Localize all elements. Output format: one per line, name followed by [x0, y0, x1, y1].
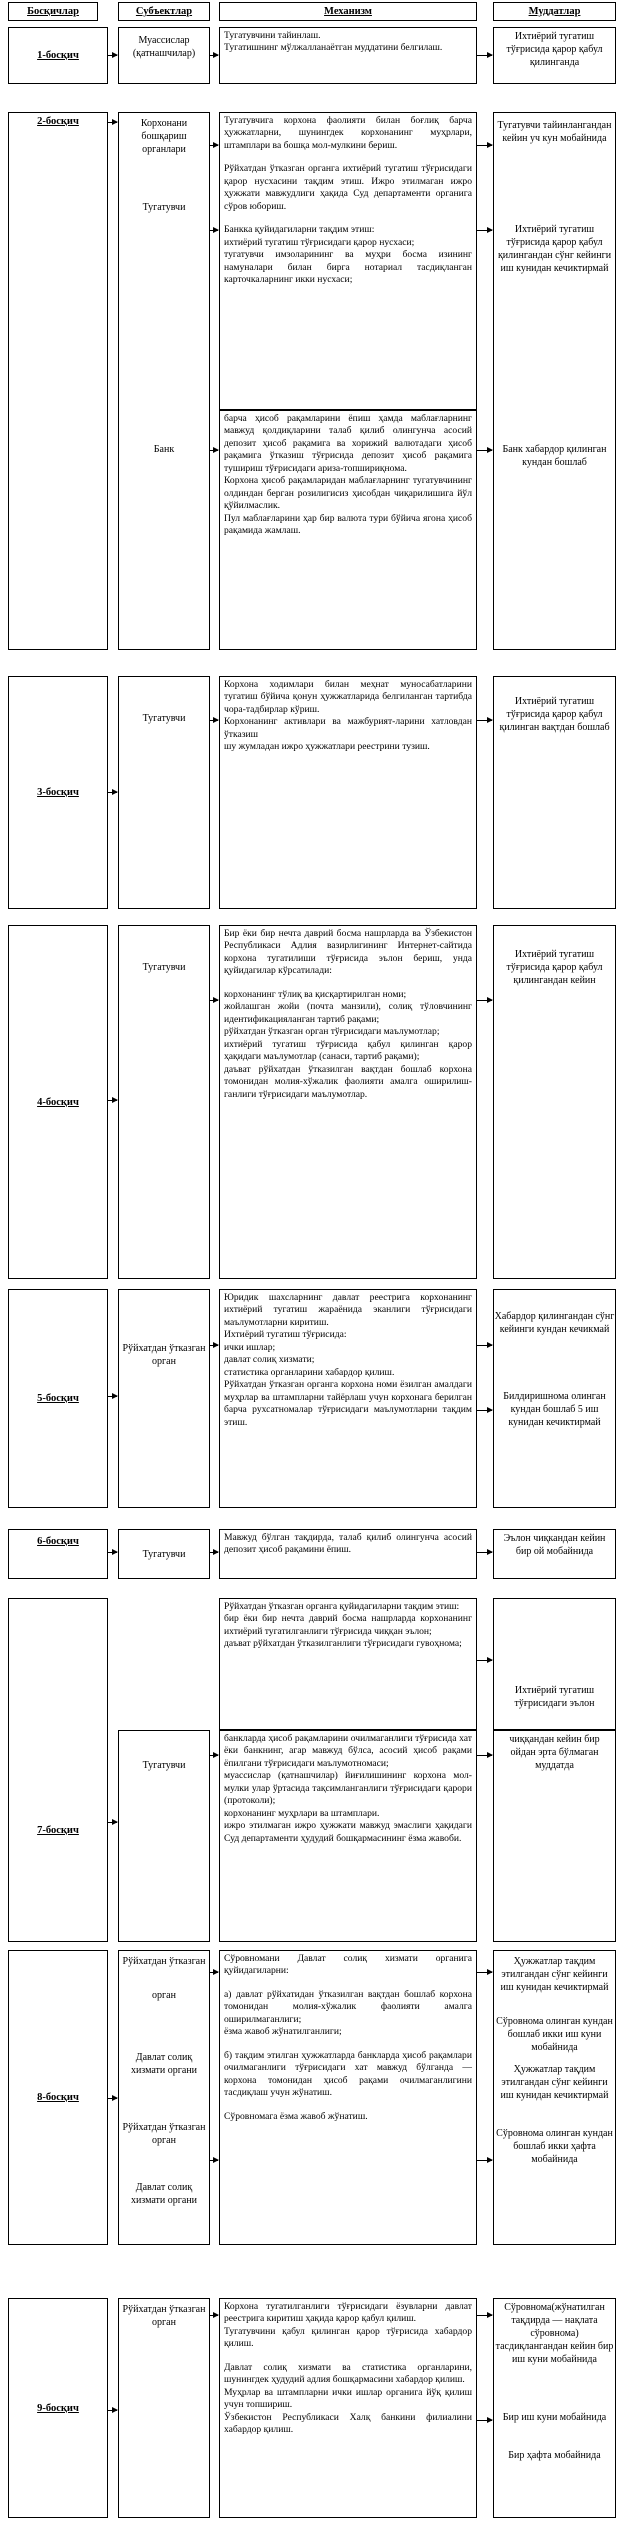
stage-7-mechanism-a [219, 1598, 477, 1730]
stage-8-duration-c: Ҳужжатлар тақдим этилгандан сўнг кейинги иш кунидан кечиктирмай [500, 2064, 609, 2101]
arrow-right-icon [477, 230, 492, 231]
stage-8-subject-organ: орган [152, 1990, 176, 2001]
mech-line: Тугатувчини қабул қилинган қарор тўғрисида хабардор қилиш. [224, 2325, 472, 2350]
mech-line: банкларда ҳисоб рақамларини очилмаганлиги тўғрисида хат ёки банкнинг, агар мавжуд бўлса, асосий ҳисоб рақами ёпилгани тўғрисидаги маълумотномаси; [224, 1733, 472, 1769]
mech-line: ёзма жавоб жўнатилганлиги; [224, 2026, 342, 2038]
stage-9-label: 9-босқич [8, 2298, 108, 2518]
mech-line: Бир ёки бир нечта даврий босма нашрларда ва Ўзбекистон Республикаси Адлия вазирлигининг Интернет-сайтида корхона тугатилиши тўғрисида эълон бериш, унда қуйидагилар кўрсатилади: [224, 928, 472, 977]
stage-1-subject: Муассислар (қатнашчилар) [118, 27, 210, 84]
arrow-right-icon [210, 1345, 218, 1346]
mech-line: жойлашган жойи (почта манзили), солиқ тўловчининг идентификацияланган тартиб рақами; [224, 1001, 472, 1025]
mech-line: корхонанинг муҳрлари ва штамплари. [224, 1807, 380, 1819]
mech-line: Корхона ходимлари билан меҳнат муносабатларини тугатиш бўйича қонун ҳужжатларида белгиланган тартибда чора-тадбирлар кўриш. [224, 679, 472, 715]
mech-line: ижро этилмаган ижро ҳужжати мавжуд эмаслиги ҳақидаги Суд департаменти ҳудудий бошқармасининг ёзма жавоби. [224, 1820, 472, 1844]
mech-line: барча ҳисоб рақамларини ёпиш ҳамда маблағларнинг мавжуд қолдиқларини талаб қилиб олингунча асосий депозит ҳисоб рақамига ва хорижий валютадаги ҳисоб рақамига ўтказиш тўғрисида депозит ҳисоб рақамига тушириш тўғрисидаги ариза-топшириқнома. [224, 413, 472, 474]
stage-2-mechanism-a [219, 112, 477, 410]
stage-4-subject: Тугатувчи [118, 925, 210, 1279]
arrow-right-icon [108, 1552, 117, 1553]
mech-line: даъват рўйхатдан ўтказилганлиги тўғрисидаги гувоҳнома; [224, 1638, 462, 1650]
stage-9-mechanism [219, 2298, 477, 2518]
mech-line [224, 2100, 472, 2111]
mech-line: а) давлат рўйхатидан ўтказилган вақтдан бошлаб корхона томонидан молия-хўжалик фаолияти амалга оширилмаганлиги; [224, 1988, 472, 2025]
arrow-right-icon [108, 2410, 117, 2411]
stage-8-subject-tax: Давлат солиқ хизмати органи [130, 2052, 198, 2076]
stage-7-mechanism-b [219, 1730, 477, 1942]
stage-7-duration-b: чиққандан кейин бир ойдан эрта бўлмаган муддатда [493, 1730, 616, 1942]
mech-line: статистика органларини хабардор қилиш. [224, 1366, 395, 1378]
arrow-right-icon [108, 122, 117, 123]
stage-6-duration: Эълон чиқкандан кейин бир ой мобайнида [493, 1529, 616, 1579]
stage-2-subject-management: Корхонани бошқариш органлари [140, 118, 188, 155]
mech-line: муассислар (қатнашчилар) йиғилишининг корхона мол-мулки улар ўртасида тақсимланганлиги тўғрисидаги қарори (протоколи); [224, 1770, 472, 1807]
stage-9-durations [493, 2298, 616, 2518]
arrow-right-icon [477, 145, 492, 146]
arrow-right-icon [477, 2160, 492, 2161]
stage-6-subject: Тугатувчи [118, 1529, 210, 1579]
mech-line: ихтиёрий тугатиш тўғрисида қабул қилинган қарор ҳақидаги маълумотлар (санаси, тартиб рақами); [224, 1038, 472, 1063]
stage-5-duration-b: Билдиришнома олинган кундан бошлаб 5 иш кунидан кечиктирмай [503, 1391, 606, 1428]
mech-line [224, 152, 472, 163]
arrow-right-icon [108, 55, 117, 56]
arrow-right-icon [108, 1100, 117, 1101]
stage-9-duration-b: Бир иш куни мобайнида [502, 2412, 607, 2423]
stage-8-subjects [118, 1950, 210, 2245]
header-subject: Субъектлар [118, 2, 210, 21]
mech-line: Тугатувчига корхона фаолияти билан боғлиқ барча ҳужжатларни, шунингдек корхонанинг муҳрлари, штамплари ва бошқа мол-мулкини бериш. [224, 115, 472, 151]
arrow-right-icon [477, 450, 492, 451]
arrow-right-icon [210, 2315, 218, 2316]
stage-6-mechanism [219, 1529, 477, 1579]
mech-line: Тугатишнинг мўлжалланаётган муддатини белгилаш. [224, 42, 443, 54]
mech-line [224, 978, 472, 989]
mech-line: давлат солиқ хизмати; [224, 1354, 315, 1366]
mech-line: Давлат солиқ хизмати ва статистика органларини, шунингдек ҳудудий адлия бошқармасини хабардор қилиш. [224, 2361, 472, 2386]
mech-line: Сўровномани Давлат солиқ хизмати органига қуйидагиларни: [224, 1953, 472, 1977]
stage-2-duration-c: Банк хабардор қилинган кундан бошлаб [502, 444, 607, 468]
arrow-right-icon [210, 145, 218, 146]
stage-4-duration: Ихтиёрий тугатиш тўғрисида қарор қабул қилингандан кейин [493, 925, 616, 1279]
stage-3-label: 3-босқич [8, 676, 108, 909]
stage-8-label: 8-босқич [8, 1950, 108, 2245]
mech-line: ички ишлар; [224, 1341, 276, 1353]
mech-line: Ихтиёрий тугатиш тўғрисида: [224, 1329, 347, 1341]
arrow-right-icon [477, 1345, 492, 1346]
arrow-right-icon [477, 1972, 492, 1973]
stage-9-duration-c: Бир ҳафта мобайнида [508, 2450, 601, 2461]
mech-line: Муҳрлар ва штампларни ички ишлар органига йўқ қилиш учун топшириш. [224, 2386, 472, 2411]
mech-line: бир ёки бир нечта даврий босма нашрларда корхонанинг ихтиёрий тугатилганлиги тўғрисида чиққан эълон; [224, 1613, 472, 1637]
arrow-right-icon [210, 1552, 218, 1553]
stage-8-subject-tax-2: Давлат солиқ хизмати органи [130, 2182, 198, 2206]
mech-line: б) тақдим этилган ҳужжатларда банкларда ҳисоб рақамлари очилмаганлиги тўғрисидаги хат мавжуд бўлганда — корхона томонидан ҳисоб рақами очилмаганлигини тасдиқлаш учун жўнатиш. [224, 2049, 472, 2099]
arrow-right-icon [210, 1972, 218, 1973]
arrow-right-icon [477, 1660, 492, 1661]
mech-line: Тугатувчини тайинлаш. [224, 30, 321, 41]
stage-1-label: 1-босқич [8, 27, 108, 84]
mech-line [224, 2351, 472, 2362]
stage-5-duration-a: Хабардор қилингандан сўнг кейинги кундан кечикмай [494, 1311, 615, 1335]
stage-8-duration-a: Ҳужжатлар тақдим этилгандан сўнг кейинги иш кунидан кечиктирмай [500, 1956, 609, 1993]
stage-5-mechanism [219, 1289, 477, 1508]
mech-line: рўйхатдан ўтказган орган тўғрисидаги маълумотлар; [224, 1026, 440, 1038]
stage-4-label: 4-босқич [8, 925, 108, 1279]
mech-line: Корхона ҳисоб рақамларидан маблағларнинг тугатувчининг олдиндан берган розилигисиз ҳисобдан чиқарилишига йўл қўйилмаслик. [224, 475, 472, 512]
arrow-right-icon [108, 1396, 117, 1397]
mech-line: корхонанинг тўлиқ ва қисқартирилган номи; [224, 988, 407, 1000]
mech-line: даъват рўйхатдан ўтказилган вақтдан бошлаб корхона томонидан молия-хўжалик фаолияти амалга оширилиш-ганлиги тўғрисидаги маълумотлар. [224, 1063, 472, 1100]
mech-line: Юридик шахсларнинг давлат реестрига корхонанинг ихтиёрий тугатиш жараёнида эканлиги тўғрисидаги маълумотларни киритиш. [224, 1292, 472, 1328]
mech-line: Корхона тугатилганлиги тўғрисидаги ёзувларни давлат реестрига киритиш ҳақида қарор қабул қилиш. [224, 2301, 472, 2325]
arrow-right-icon [477, 2420, 492, 2421]
arrow-right-icon [477, 1000, 492, 1001]
mech-line: Корхонанинг активлари ва мажбурият-ларини хатловдан ўтказиш [224, 716, 472, 740]
arrow-right-icon [477, 55, 492, 56]
mech-line: ихтиёрий тугатиш тўғрисидаги қарор нусхаси; [224, 236, 415, 248]
mech-line: Рўйхатдан ўтказган органга қуйидагиларни тақдим этиш: [224, 1601, 460, 1612]
stage-2-label: 2-босқич [8, 112, 108, 650]
arrow-right-icon [108, 2098, 117, 2099]
mech-line [224, 1978, 472, 1989]
stage-2-subject-liquidator: Тугатувчи [142, 202, 186, 213]
arrow-right-icon [108, 1822, 117, 1823]
stage-6-label: 6-босқич [8, 1529, 108, 1579]
stage-8-mechanism [219, 1950, 477, 2245]
arrow-right-icon [210, 1000, 218, 1001]
stage-2-duration-a: Тугатувчи тайинлангандан кейин уч кун мобайнида [497, 120, 612, 144]
mech-line [224, 2039, 472, 2050]
mech-line: Мавжуд бўлган тақдирда, талаб қилиб олингунча асосий депозит ҳисоб рақамини ёпиш. [224, 1532, 472, 1556]
stage-5-durations [493, 1289, 616, 1508]
stage-7-subject: Тугатувчи [118, 1730, 210, 1942]
stage-8-subject-registering: Рўйхатдан ўтказган [122, 1956, 206, 1967]
stage-5-subject: Рўйхатдан ўтказган орган [118, 1289, 210, 1508]
stage-3-duration: Ихтиёрий тугатиш тўғрисида қарор қабул қилинган вақтдан бошлаб [493, 676, 616, 909]
stage-8-durations [493, 1950, 616, 2245]
stage-7-label: 7-босқич [37, 1824, 79, 1836]
stage-2-duration-b: Ихтиёрий тугатиш тўғрисида қарор қабул қилингандан сўнг кейинги иш кунидан кечиктирмай [497, 224, 612, 274]
mech-line: тугатувчи имзоларининг ва муҳри босма изининг намуналари билан бирга нотариал тасдиқланган карточкаларнинг икки нусхаси; [224, 249, 472, 286]
stage-8-duration-b: Сўровнома олинган кундан бошлаб икки иш куни мобайнида [496, 2016, 613, 2053]
mech-line: Банкка қуйидагиларни тақдим этиш: [224, 224, 375, 236]
header-duration: Муддатлар [493, 2, 616, 21]
arrow-right-icon [210, 55, 218, 56]
mech-line: Ўзбекистон Республикаси Халқ банкини филиалини хабардор қилиш. [224, 2411, 472, 2436]
stage-2-subject-bank: Банк [153, 444, 175, 455]
stage-3-subject: Тугатувчи [118, 676, 210, 909]
stage-2-durations [493, 112, 616, 650]
stage-2-subjects [118, 112, 210, 650]
arrow-right-icon [210, 230, 218, 231]
mech-line: Рўйхатдан ўтказган органга корхона номи ёзилган амалдаги муҳрлар ва штампларни тайёрлаш учун корхонага берилган барча рухсатномалар тўғрисидаги маълумотларни тақдим этиш. [224, 1379, 472, 1428]
arrow-right-icon [210, 2160, 218, 2161]
stage-8-duration-d: Сўровнома олинган кундан бошлаб икки ҳафта мобайнида [496, 2128, 613, 2165]
stage-8-subject-registering-2: Рўйхатдан ўтказган орган [122, 2122, 206, 2146]
mech-line [224, 213, 472, 224]
arrow-right-icon [477, 720, 492, 721]
stage-5-label: 5-босқич [8, 1289, 108, 1508]
header-mechanism: Механизм [219, 2, 477, 21]
mech-line: Пул маблағларини ҳар бир валюта тури бўйича ягона ҳисоб рақамида жамлаш. [224, 512, 472, 537]
arrow-right-icon [477, 1552, 492, 1553]
arrow-right-icon [108, 792, 117, 793]
stage-7-label-box [8, 1598, 108, 1942]
stage-1-mechanism [219, 27, 477, 84]
stage-4-mechanism [219, 925, 477, 1279]
arrow-right-icon [210, 720, 218, 721]
arrow-right-icon [210, 1755, 218, 1756]
arrow-right-icon [477, 1755, 492, 1756]
arrow-right-icon [477, 2315, 492, 2316]
mech-line: Сўровномага ёзма жавоб жўнатиш. [224, 2110, 368, 2122]
stage-9-duration-a: Сўровнома(жўнатилган тақдирда — нақлата сўровнома) тасдиқлангандан кейин бир иш куни мобайнида [495, 2302, 614, 2365]
mech-line: шу жумладан ижро ҳужжатлари реестрини тузиш. [224, 741, 430, 753]
stage-2-mechanism-b [219, 410, 477, 650]
arrow-right-icon [477, 1410, 492, 1411]
stage-7-duration-a: Ихтиёрий тугатиш тўғрисидаги эълон [493, 1598, 616, 1730]
header-stage: Босқичлар [8, 2, 98, 21]
arrow-right-icon [210, 450, 218, 451]
stage-3-mechanism [219, 676, 477, 909]
stage-1-duration: Ихтиёрий тугатиш тўғрисида қарор қабул қилинганда [493, 27, 616, 84]
mech-line: Рўйхатдан ўтказган органга ихтиёрий тугатиш тўғрисидаги қарор нусхасини тақдим этиш. Ижро этилмаган ижро ҳужжати мавжудлиги ҳақида Суд департаменти органига сўров юбориш. [224, 163, 472, 212]
stage-9-subject: Рўйхатдан ўтказган орган [118, 2298, 210, 2518]
